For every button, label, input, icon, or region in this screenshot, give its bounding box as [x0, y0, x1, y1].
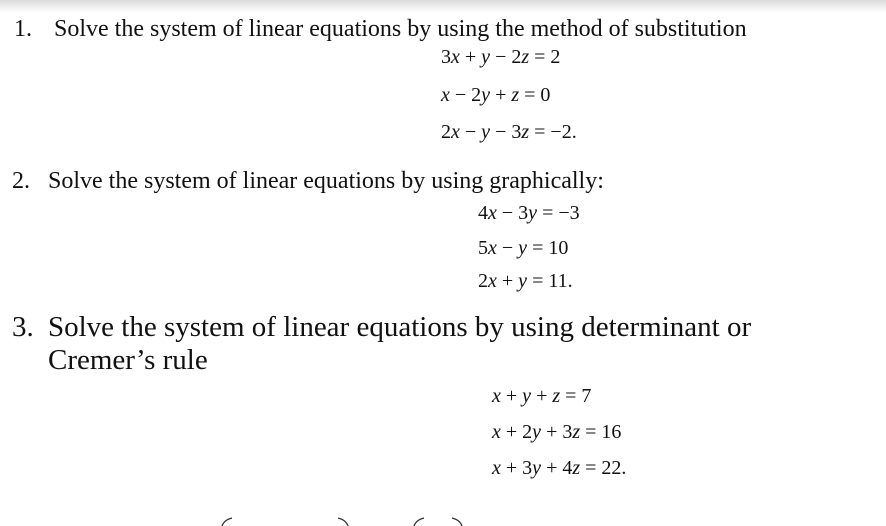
equation-variable: y: [481, 84, 491, 106]
equation-term: +: [500, 385, 523, 407]
equation-term: − 3: [496, 202, 529, 224]
equation-term: +: [459, 46, 482, 68]
equation-term: − 3: [490, 121, 522, 143]
equation-term: 2: [478, 270, 488, 292]
equation-term: − 2: [490, 46, 522, 68]
problem-3-text-line-1: Solve the system of linear equations by using determinant or: [48, 311, 752, 343]
equation-variable: x: [451, 46, 460, 68]
problem-2-equation-2: [478, 238, 568, 258]
equation-variable: z: [511, 84, 520, 106]
equation-term: + 3: [500, 457, 533, 479]
equation-term: = −3: [537, 202, 580, 224]
equation-term: − 2: [449, 84, 482, 106]
equation-variable: y: [528, 202, 538, 224]
problem-1-equation-2: [441, 85, 550, 105]
equation-variable: z: [521, 121, 530, 143]
problem-3-statement: [12, 311, 751, 377]
equation-term: = 22.: [580, 457, 627, 479]
equation-variable: y: [481, 46, 491, 68]
equation-variable: x: [488, 237, 497, 259]
equation-term: = 16: [580, 421, 622, 443]
equation-term: −: [459, 121, 482, 143]
cropped-paren-mark: [452, 518, 462, 526]
equation-variable: y: [532, 457, 542, 479]
equation-variable: z: [552, 385, 561, 407]
equation-variable: y: [518, 237, 528, 259]
equation-variable: x: [451, 121, 460, 143]
equation-variable: y: [532, 421, 542, 443]
equation-variable: x: [492, 421, 501, 443]
equation-term: = 0: [519, 84, 551, 106]
problem-1-equation-3: [441, 122, 577, 142]
problem-2-number: 2.: [12, 168, 30, 194]
cropped-paren-mark: [338, 518, 348, 526]
equation-term: 2: [441, 121, 451, 143]
equation-variable: x: [492, 385, 501, 407]
equation-term: 4: [478, 202, 488, 224]
equation-variable: x: [492, 457, 501, 479]
equation-variable: y: [481, 121, 491, 143]
problem-3-equation-2: [492, 422, 621, 442]
cropped-paren-mark: [222, 518, 232, 526]
cropped-next-content: [0, 510, 886, 526]
equation-term: + 4: [541, 457, 573, 479]
equation-variable: x: [488, 270, 497, 292]
problem-3-equation-3: [492, 458, 626, 478]
problem-3-text-line-2: Cremer’s rule: [48, 344, 208, 376]
equation-term: = 7: [560, 385, 592, 407]
equation-variable: z: [572, 457, 581, 479]
problem-2-statement: [12, 168, 604, 195]
equation-term: = 2: [529, 46, 561, 68]
equation-term: +: [531, 385, 553, 407]
equation-variable: y: [518, 270, 528, 292]
problem-2-equation-3: [478, 271, 573, 291]
problem-2-text: Solve the system of linear equations by using graphically:: [48, 168, 604, 194]
equation-term: +: [496, 270, 519, 292]
problem-2-equation-1: [478, 203, 580, 223]
problem-1-number: 1.: [14, 16, 32, 42]
equation-term: = −2.: [529, 121, 577, 143]
equation-variable: x: [441, 84, 450, 106]
equation-term: + 2: [500, 421, 533, 443]
equation-term: = 10: [527, 237, 569, 259]
equation-variable: z: [521, 46, 530, 68]
equation-variable: z: [572, 421, 581, 443]
equation-term: + 3: [541, 421, 573, 443]
equation-term: 3: [441, 46, 451, 68]
problem-1-equation-1: [441, 47, 560, 67]
problem-1-statement: [14, 16, 747, 43]
equation-term: −: [496, 237, 519, 259]
equation-term: 5: [478, 237, 488, 259]
problem-3-equation-1: [492, 386, 591, 406]
top-shadow: [0, 0, 886, 12]
equation-term: = 11.: [527, 270, 573, 292]
equation-variable: y: [522, 385, 532, 407]
problem-3-number: 3.: [12, 311, 34, 343]
cropped-paren-mark: [414, 518, 424, 526]
problem-1-text: Solve the system of linear equations by using the method of substitution: [54, 16, 747, 42]
equation-variable: x: [488, 202, 497, 224]
equation-term: +: [490, 84, 512, 106]
